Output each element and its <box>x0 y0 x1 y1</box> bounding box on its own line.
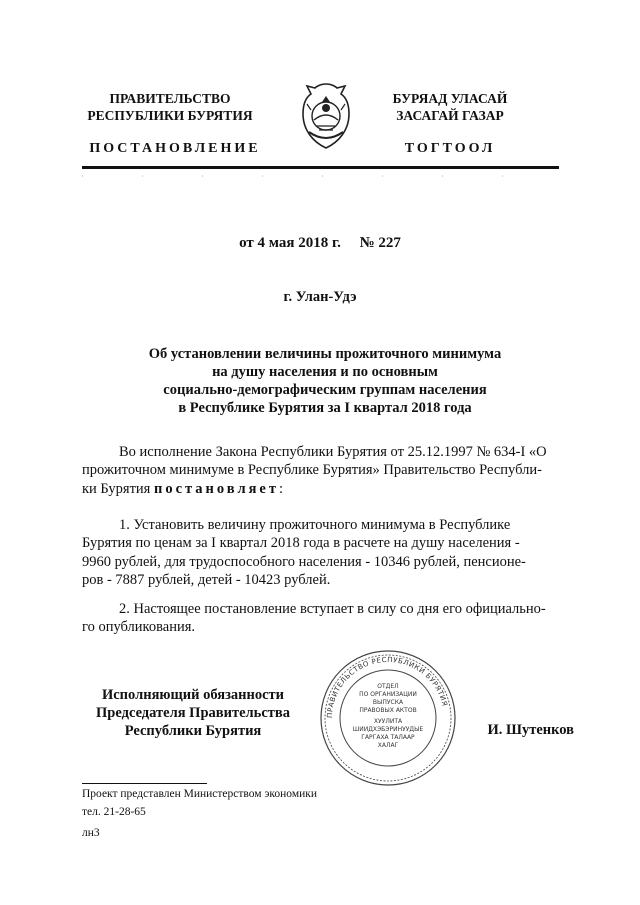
decree-title <box>120 345 530 417</box>
stamp-line-6: ШИИДХЭБЭРИНУУДЫЕ <box>352 726 424 733</box>
footer-divider <box>82 783 207 784</box>
p2-line-1: 1. Установить величину прожиточного минимума в Республике <box>119 517 511 533</box>
decree-city: г. Улан-Удэ <box>283 289 357 305</box>
p1-decrees-word: постановляет <box>153 480 279 497</box>
stamp-line-1: ОТДЕЛ <box>377 683 399 690</box>
signatory-line-1: Исполняющий обязанности <box>101 687 285 703</box>
title-line-4: в Республике Бурятия за I квартал 2018 года <box>178 400 472 416</box>
stamp-ring-text: ПРАВИТЕЛЬСТВО РЕСПУБЛИКИ БУРЯТИЯ <box>325 655 449 719</box>
footer-phone: тел. 21-28-65 <box>82 806 146 818</box>
coat-of-arms-icon <box>297 80 355 152</box>
signatory-line-2: Председателя Правительства <box>96 705 290 721</box>
header-right-line-1: БУРЯАД УЛАСАЙ <box>392 91 508 106</box>
title-line-2: на душу населения и по основным <box>212 364 438 380</box>
p1-line-3: ки Бурятия <box>82 480 154 497</box>
p1-line-2: прожиточном минимуме в Республике Бурятия» Правительство Республи- <box>82 462 542 479</box>
p1-colon: : <box>278 480 284 497</box>
stamp-line-7: ГАРГАХА ТАЛААР <box>361 734 415 741</box>
stamp-line-5: ХУУЛИТА <box>373 718 403 725</box>
footer-initials: лн3 <box>82 827 100 839</box>
header-left-line-2: РЕСПУБЛИКИ БУРЯТИЯ <box>87 108 253 123</box>
official-stamp <box>318 648 458 788</box>
title-line-1: Об установлении величины прожиточного минимума <box>148 346 502 362</box>
paragraph-item-2 <box>82 600 572 637</box>
decree-type-ru: ПОСТАНОВЛЕНИЕ <box>89 141 261 156</box>
header-right <box>355 90 545 124</box>
header-right-line-2: ЗАСАГАЙ ГАЗАР <box>396 108 504 123</box>
paragraph-item-1 <box>82 516 572 589</box>
p1-line-1: Во исполнение Закона Республики Бурятия от 25.12.1997 № 634-I «О <box>119 444 547 460</box>
header-left <box>70 90 270 124</box>
signatory-title <box>82 686 304 740</box>
p2-line-2: Бурятия по ценам за I квартал 2018 года в расчете на душу населения - <box>82 535 520 552</box>
stamp-line-3: ВЫПУСКА <box>372 699 404 706</box>
header-left-line-1: ПРАВИТЕЛЬСТВО <box>109 91 231 106</box>
signatory-line-3: Республики Бурятия <box>124 723 262 739</box>
stamp-line-2: ПО ОРГАНИЗАЦИИ <box>359 691 417 698</box>
footer-submitter: Проект представлен Министерством экономики <box>82 788 318 800</box>
p2-line-4: ров - 7887 рублей, детей - 10423 рублей. <box>82 571 331 588</box>
paragraph-preamble <box>82 443 572 498</box>
header-dotted-rule <box>82 172 559 182</box>
stamp-line-8: ХАЛАГ <box>377 742 399 749</box>
signatory-name: И. Шутенков <box>487 722 574 738</box>
title-line-3: социально-демографическим группам населения <box>163 382 487 398</box>
header-divider <box>82 166 559 169</box>
decree-type-bua: ТОГТООЛ <box>404 141 496 156</box>
stamp-line-4: ПРАВОВЫХ АКТОВ <box>359 707 417 714</box>
p2-line-3: 9960 рублей, для трудоспособного населения - 10346 рублей, пенсионе- <box>82 553 526 570</box>
p3-line-1: 2. Настоящее постановление вступает в силу со дня его официально- <box>119 601 546 617</box>
p3-line-2: го опубликования. <box>82 619 196 636</box>
decree-date-number: от 4 мая 2018 г. № 227 <box>239 235 401 251</box>
